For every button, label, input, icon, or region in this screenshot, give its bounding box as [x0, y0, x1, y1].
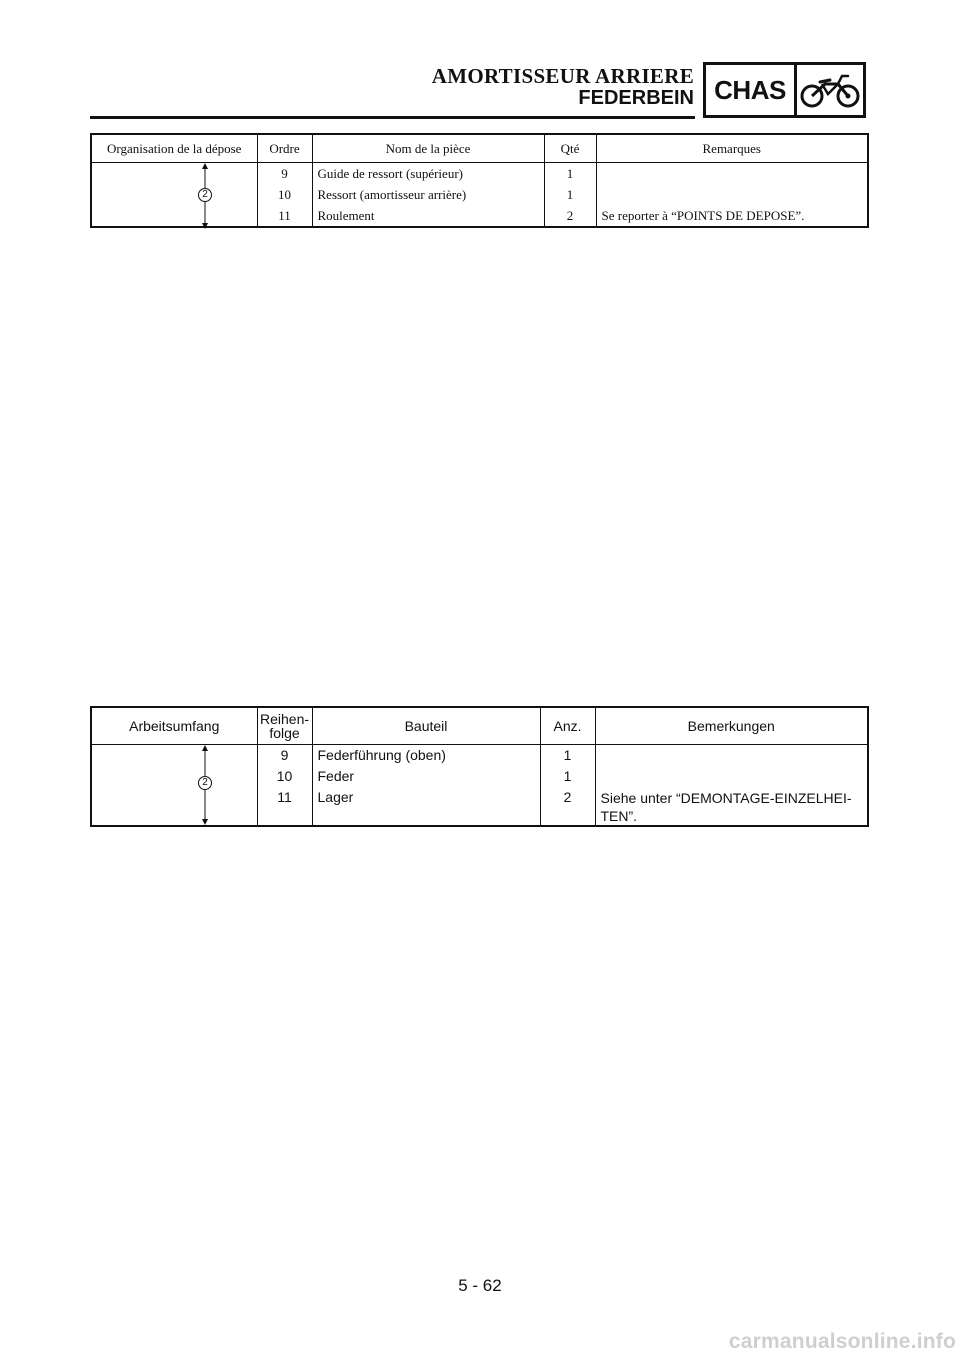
header-remarks: Remarques [596, 134, 868, 163]
table-row [91, 163, 868, 185]
section-badge-label: CHAS [706, 65, 797, 115]
title-de: FEDERBEIN [578, 87, 694, 109]
row-part-name: Ressort (amortisseur arrière) [312, 184, 544, 205]
row-remarks [595, 766, 868, 787]
row-remarks [596, 163, 868, 185]
header-order: Ordre [257, 134, 312, 163]
sequence-arrow-icon [92, 163, 258, 229]
section-badge [703, 62, 866, 118]
table-header-row [91, 134, 868, 163]
row-part-name: Lager [312, 787, 540, 826]
row-part-name: Feder [312, 766, 540, 787]
row-qty: 2 [540, 787, 595, 826]
header-rule [90, 116, 695, 119]
page-number: 5 - 62 [458, 1276, 502, 1295]
row-qty: 1 [544, 163, 596, 185]
row-order: 9 [257, 745, 312, 767]
organisation-cell [91, 745, 257, 827]
row-part-name: Roulement [312, 205, 544, 227]
row-order: 10 [257, 184, 312, 205]
row-order: 11 [257, 787, 312, 826]
table-header-row [91, 707, 868, 745]
removal-table-de [90, 706, 869, 827]
row-remarks [596, 184, 868, 205]
watermark: carmanualsonline.info [728, 1330, 956, 1353]
row-qty: 1 [544, 184, 596, 205]
row-qty: 1 [540, 766, 595, 787]
removal-table-fr [90, 133, 869, 228]
header-organisation: Organisation de la dépose [91, 134, 257, 163]
row-qty: 1 [540, 745, 595, 767]
row-remarks: Siehe unter “DEMONTAGE-EINZELHEI- TEN”. [595, 787, 868, 826]
row-part-name: Federführung (oben) [312, 745, 540, 767]
row-remarks: Se reporter à “POINTS DE DEPOSE”. [596, 205, 868, 227]
row-part-name: Guide de ressort (supérieur) [312, 163, 544, 185]
row-qty: 2 [544, 205, 596, 227]
group-marker: 2 [198, 776, 212, 790]
header-qty: Qté [544, 134, 596, 163]
header-scope: Arbeitsumfang [91, 707, 257, 745]
row-remarks [595, 745, 868, 767]
group-marker: 2 [198, 188, 212, 202]
header-part-name: Nom de la pièce [312, 134, 544, 163]
header-part-name: Bauteil [312, 707, 540, 745]
row-order: 9 [257, 163, 312, 185]
row-order: 11 [257, 205, 312, 227]
title-fr: AMORTISSEUR ARRIERE [431, 64, 694, 88]
header-qty: Anz. [540, 707, 595, 745]
table-row [91, 745, 868, 767]
organisation-cell [91, 163, 257, 228]
header-remarks: Bemerkungen [595, 707, 868, 745]
motorcycle-icon [797, 65, 863, 115]
row-order: 10 [257, 766, 312, 787]
header-order: Reihen- folge [257, 707, 312, 745]
sequence-arrow-icon [92, 745, 258, 825]
